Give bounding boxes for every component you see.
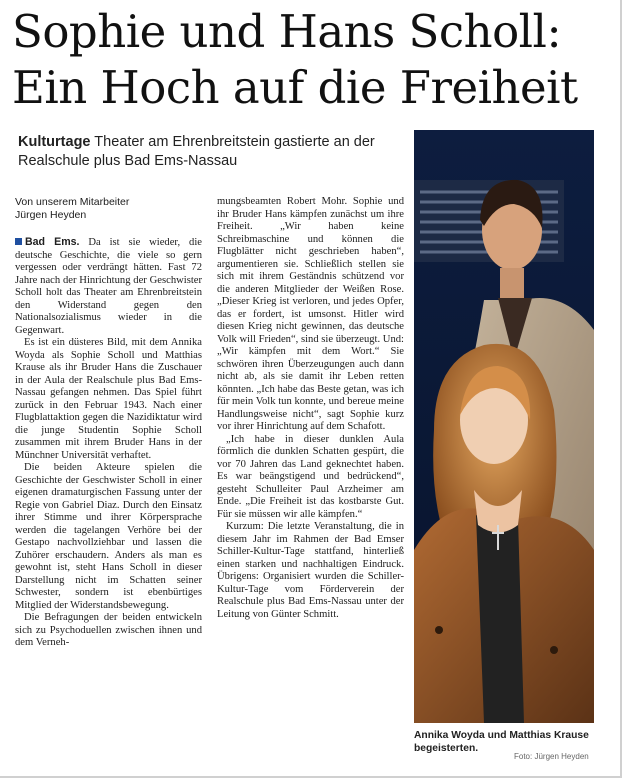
paragraph: Es ist ein düsteres Bild, mit dem Annika Woyda als Sophie Scholl und Matthias Krause als ihr Bruder Hans die Zuschauer in der Aula der Realschule plus Bad Ems-Nassau gefangen nehmen. Das Spiel führt zurück in den Februar 1943. Nach einer Flugblattaktion gegen die Nazidiktatur wird die junge Studentin Sophie Scholl zusammen mit ihrem Bruder Hans in der Münchner Universität verhaftet. xyxy=(15,337,202,461)
headline xyxy=(12,4,612,116)
stage-photo-illustration xyxy=(414,130,594,723)
stage-photo xyxy=(414,130,594,723)
photo-credit: Foto: Jürgen Heyden xyxy=(514,752,589,761)
paragraph: Kurzum: Die letzte Veranstaltung, die in diesem Jahr im Rahmen der Bad Emser Schiller-Kultur-Tage stattfand, hinterließ einen starken und nachhaltigen Eindruck. Übrigens: Organisiert wurden die Schiller-Kultur-Tage vom Förderverein der Realschule plus Bad Ems-Nassau unter der Leitung von Günter Schmitt. xyxy=(217,521,404,620)
article-column-2 xyxy=(217,196,404,756)
paragraph xyxy=(15,236,202,337)
kicker xyxy=(18,133,403,171)
headline-line-1: Sophie und Hans Scholl: xyxy=(12,5,562,58)
photo-caption: Annika Woyda und Matthias Krause begeisterten. xyxy=(414,730,589,754)
byline-line-1: Von unserem Mitarbeiter xyxy=(15,196,130,208)
byline xyxy=(15,196,202,222)
paragraph: mungsbeamten Robert Mohr. Sophie und ihr Bruder Hans kämpfen zunächst um ihre Freiheit. „Wir haben keine Schreibmaschine und können die Flugblätter nicht geschrieben haben“, argumentieren sie. Schließlich stellen sie sich mit ihrem Geständnis schützend vor die anderen Mitglieder der Weißen Rose. „Dieser Krieg ist verloren, und jedes Opfer, das er fordert, ist umsonst. Hitler wird diesen Krieg nicht gewinnen, das deutsche Volk will Frieden“, sind sie überzeugt. Und: „Wir kämpfen mit dem Wort.“ Sie schwören ihren Überzeugungen auch dann nicht ab, als sie damit ihr Leben retten könnten. „Ich habe das Beste getan, was ich für mein Volk tun konnte, und bereue meine Handlungsweise nicht“, sagt Sophie kurz vor ihrer Hinrichtung auf dem Schafott. xyxy=(217,196,404,432)
byline-author: Jürgen Heyden xyxy=(15,209,87,221)
kicker-text: Theater am Ehrenbreitstein gastierte an der Realschule plus Bad Ems-Nassau xyxy=(18,134,375,169)
paragraph: „Ich habe in dieser dunklen Aula förmlich die dunklen Schatten gespürt, die vor 70 Jahren das Land geknechtet haben. Es war beängstigend und bedrückend“, gesteht Schulleiter Paul Arzheimer am Ende. „Die Freiheit ist das kostbarste Gut. Für sie müssen wir alle kämpfen.“ xyxy=(217,433,404,520)
paragraph-text: Da ist sie wieder, die deutsche Geschichte, die viele so gern vergessen oder verdrängt hätten. Fast 72 Jahre nach der Hinrichtung der Geschwister Scholl holt das Theater am Ehrenbreitstein den Widerstand gegen den Nationalsozialismus wieder in die Gegenwart. xyxy=(15,237,202,336)
kicker-label: Kulturtage xyxy=(18,134,91,150)
article-column-1 xyxy=(15,196,202,756)
dateline-marker xyxy=(15,238,22,245)
headline-line-2: Ein Hoch auf die Freiheit xyxy=(12,61,578,114)
dateline: Bad Ems. xyxy=(25,236,80,248)
paragraph: Die beiden Akteure spielen die Geschichte der Geschwister Scholl in einer eigenen dramaturgischen Fassung unter der Regie von Gabriel Diaz. Durch den Einsatz ihrer Stimme und ihrer Körpersprache werden die tagelangen Verhöre bei der Gestapo nachvollziehbar und lassen die Zuhörer erschaudern. Anders als man es gewohnt ist, steht Hans Scholl in dieser Darstellung nicht im Schatten seiner Schwester, sondern ist ebenbürtiges Mitglied der Widerstandsbewegung. xyxy=(15,462,202,611)
paragraph: Die Befragungen der beiden entwickeln sich zu Psychoduellen zwischen ihnen und dem Verneh- xyxy=(15,612,202,648)
